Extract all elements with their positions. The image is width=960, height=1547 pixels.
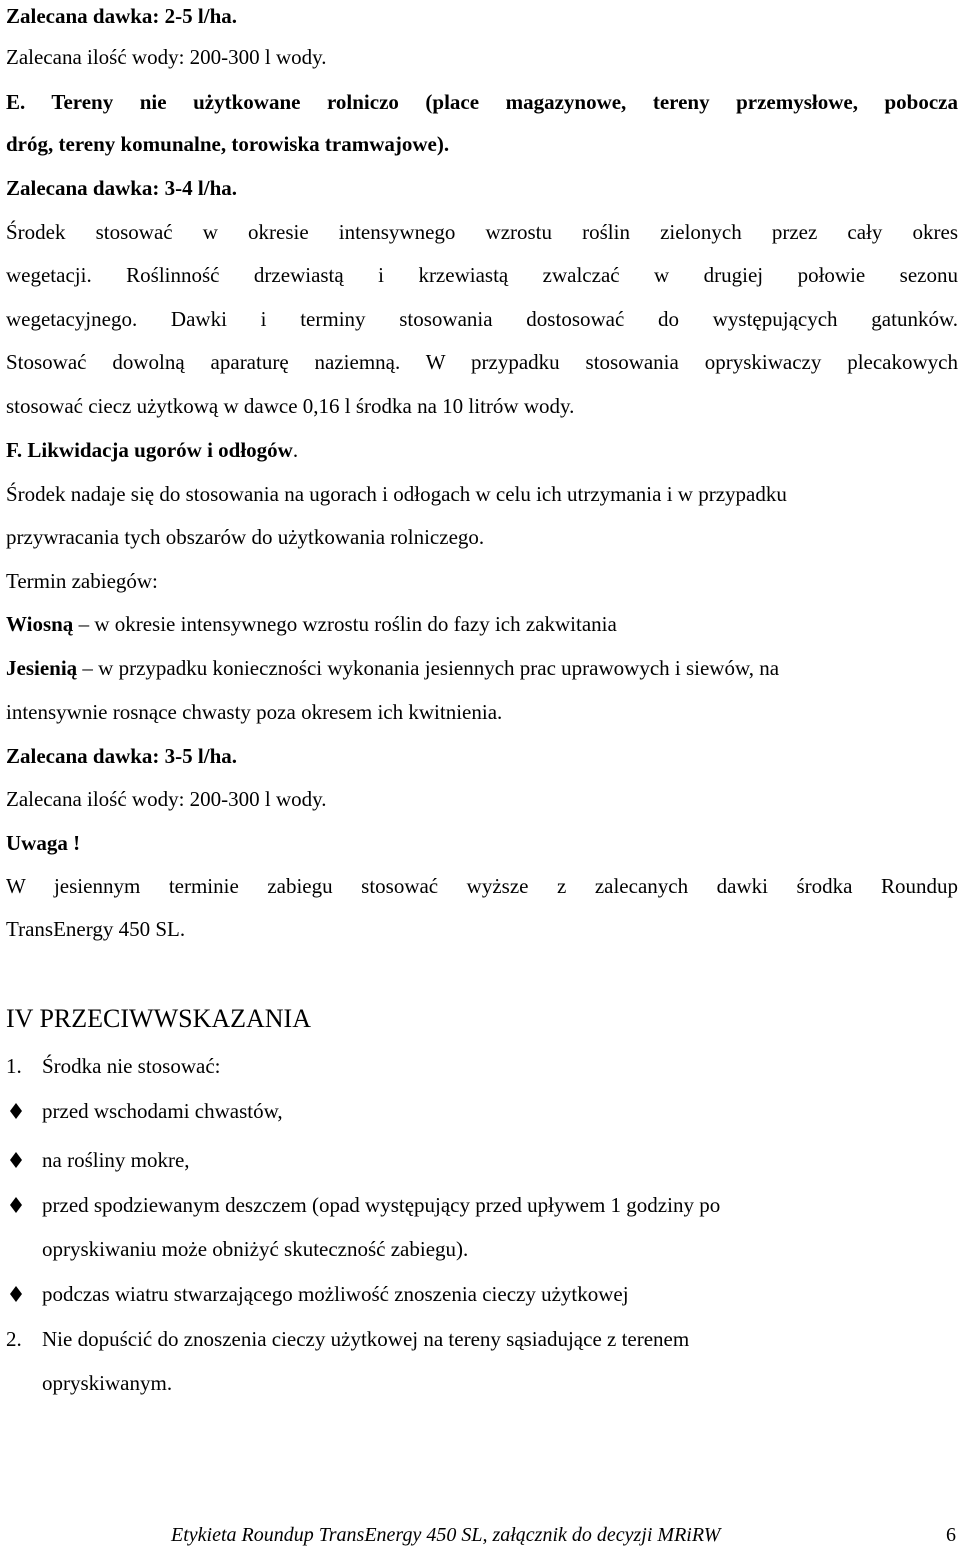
bullet-item-continuation: opryskiwaniu może obniżyć skuteczność zabiegu). xyxy=(42,1237,469,1261)
section-e-title-line2: dróg, tereny komunalne, torowiska tramwajowe). xyxy=(6,132,450,156)
section-e-para-line: wegetacji. Roślinność drzewiastą i krzewiastą zwalczać w drugiej połowie sezonu xyxy=(6,263,958,287)
section-f-water: Zalecana ilość wody: 200-300 l wody. xyxy=(6,787,327,811)
autumn-term xyxy=(6,658,779,679)
item1-text: Środka nie stosować: xyxy=(42,1054,221,1078)
autumn-text: – w przypadku konieczności wykonania jesiennych prac uprawowych i siewów, na xyxy=(77,656,780,680)
bullet-item: przed wschodami chwastów, xyxy=(42,1099,283,1123)
page-number: 6 xyxy=(946,1524,956,1546)
dose-label: Zalecana dawka: 2-5 l/ha. xyxy=(6,4,238,28)
note-line2: TransEnergy 450 SL. xyxy=(6,917,186,941)
bullet-item: podczas wiatru stwarzającego możliwość znoszenia cieczy użytkowej xyxy=(42,1282,629,1306)
section-f-title xyxy=(6,440,298,461)
section-f-title-text: F. Likwidacja ugorów i odłogów xyxy=(6,438,293,462)
section-e-para-line: Środek stosować w okresie intensywnego wzrostu roślin zielonych przez cały okres xyxy=(6,220,958,244)
section-e-para-line: wegetacyjnego. Dawki i terminy stosowania dostosować do występujących gatunków. xyxy=(6,307,958,331)
term-label: Termin zabiegów: xyxy=(6,569,158,593)
section-f-title-dot: . xyxy=(292,438,299,462)
section-e-title-line1: E. Tereny nie użytkowane rolniczo (place magazynowe, tereny przemysłowe, pobocza xyxy=(6,90,958,114)
diamond-bullet-icon xyxy=(8,1197,24,1213)
note-line1: W jesiennym terminie zabiegu stosować wyższe z zalecanych dawki środka Roundup xyxy=(6,874,958,898)
section-f-para-line1: Środek nadaje się do stosowania na ugorach i odłogach w celu ich utrzymania i w przypadku xyxy=(6,482,787,506)
diamond-bullet-icon xyxy=(8,1103,24,1119)
bullet-item: przed spodziewanym deszczem (opad występujący przed upływem 1 godziny po xyxy=(42,1193,721,1217)
item2-line1: Nie dopuścić do znoszenia cieczy użytkowej na tereny sąsiadujące z terenem xyxy=(42,1327,690,1351)
autumn-text-line2: intensywnie rosnące chwasty poza okresem ich kwitnienia. xyxy=(6,700,503,724)
note-label: Uwaga xyxy=(6,831,68,855)
bullet-item: na rośliny mokre, xyxy=(42,1148,190,1172)
spring-label: Wiosną xyxy=(6,612,74,636)
section-f-para-line2: przywracania tych obszarów do użytkowania rolniczego. xyxy=(6,525,485,549)
note-mark: ! xyxy=(73,831,81,855)
note-heading xyxy=(6,833,80,854)
section-iv-heading: IV PRZECIWWSKAZANIA xyxy=(6,1004,311,1033)
section-e-para-line: Stosować dowolną aparaturę naziemną. W przypadku stosowania opryskiwaczy plecakowych xyxy=(6,350,958,374)
water-amount-label: Zalecana ilość wody: 200-300 l wody. xyxy=(6,45,327,69)
item2-line2: opryskiwanym. xyxy=(42,1371,173,1395)
diamond-bullet-icon xyxy=(8,1286,24,1302)
autumn-label: Jesienią xyxy=(6,656,78,680)
item1-number: 1. xyxy=(6,1054,22,1078)
section-f-dose: Zalecana dawka: 3-5 l/ha. xyxy=(6,744,238,768)
item2-number: 2. xyxy=(6,1327,22,1351)
section-e-para-line: stosować ciecz użytkową w dawce 0,16 l środka na 10 litrów wody. xyxy=(6,394,575,418)
page-footer: Etykieta Roundup TransEnergy 450 SL, załącznik do decyzji MRiRW xyxy=(171,1524,721,1546)
spring-term xyxy=(6,614,617,635)
diamond-bullet-icon xyxy=(8,1152,24,1168)
spring-text: – w okresie intensywnego wzrostu roślin do fazy ich zakwitania xyxy=(73,612,617,636)
section-e-dose: Zalecana dawka: 3-4 l/ha. xyxy=(6,176,238,200)
